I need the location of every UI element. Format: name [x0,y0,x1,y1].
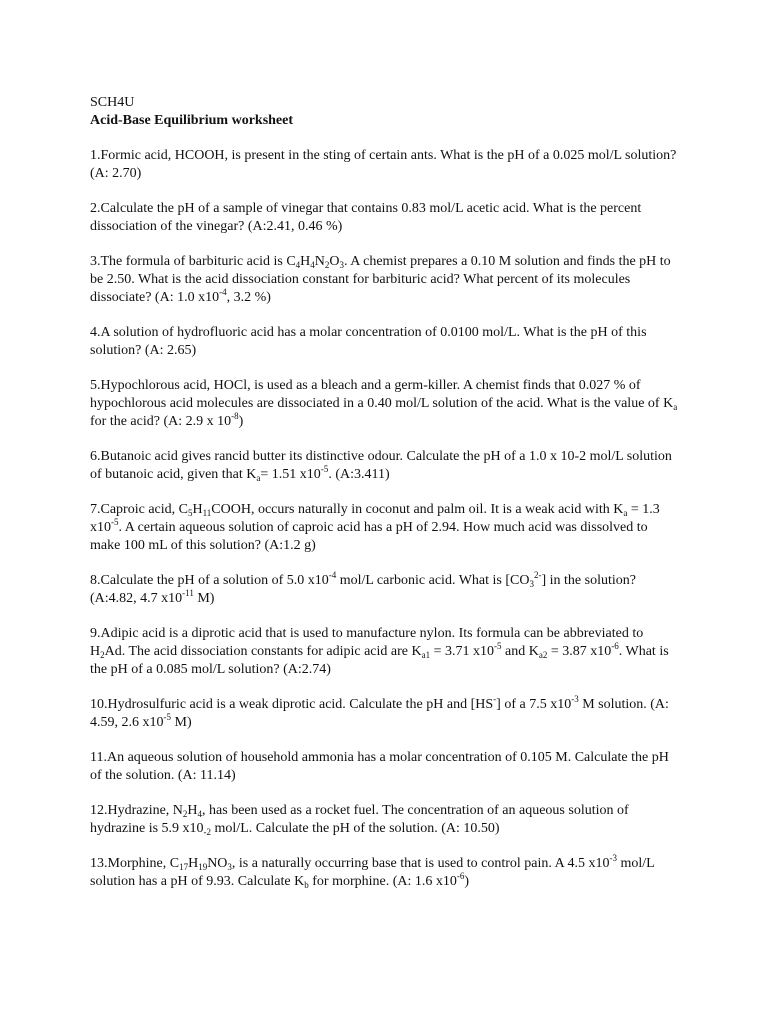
subscript: 11 [202,508,212,518]
question-text: H [188,856,199,871]
subscript: a2 [538,650,548,660]
subscript: 3 [529,579,534,589]
question-text: 5.Hypochlorous acid, HOCl, is used as a bleach and a germ-killer. A chemist finds that 0.027 % of hypochlorous acid molecules are dissociated in a 0.40 mol/L solution of the acid. What is the value of K [90,378,674,411]
question-text: 6.Butanoic acid gives rancid butter its distinctive odour. Calculate the pH of a 1.0 x 10-2 mol/L solution of butanoic acid, given that K [90,449,672,482]
question-text: . A chemist prepares a 0.10 M solution and finds the pH to be 2.50. What is the acid dissociation constant for barbituric acid? What percent of its molecules dissociate? (A: 1.0 x10 [90,254,671,305]
subscript: 5 [187,508,193,518]
question-text: 7.Caproic acid, C [90,502,188,517]
superscript: -6 [456,871,465,881]
question-text: 9.Adipic acid is a diprotic acid that is used to manufacture nylon. Its formula can be abbreviated to H [90,626,644,659]
subscript: 3 [339,260,345,270]
question-9 [90,625,680,679]
question-text: ] in the solution? (A:4.82, 4.7 x10 [90,573,636,606]
question-text: H [187,803,198,818]
subscript: a [256,473,261,483]
question-text: = 3.71 x10 [430,644,495,659]
question-text: Ad. The acid dissociation constants for adipic acid are K [104,644,422,659]
subscript: a1 [421,650,431,660]
subscript: 19 [198,862,208,872]
question-13 [90,855,680,891]
question-text: O [329,254,340,269]
question-text: NO [207,856,228,871]
question-text: for morphine. (A: 1.6 x10 [308,874,457,889]
superscript: -5 [163,712,171,722]
question-text: mol/L. Calculate the pH of the solution. (A: 10.50) [211,821,500,836]
subscript: 4 [197,809,203,819]
worksheet-page [90,94,680,908]
course-code: SCH4U [90,95,135,110]
question-text: ) [464,874,470,889]
question-text: and K [501,644,539,659]
subscript: 17 [179,862,189,872]
question-3 [90,253,680,307]
question-text: COOH, occurs naturally in coconut and palm oil. It is a weak acid with K [211,502,624,517]
superscript: -6 [611,641,619,651]
question-2 [90,200,680,236]
superscript: -5 [494,641,502,651]
question-text: 3.The formula of barbituric acid is C [90,254,296,269]
question-text: H [300,254,311,269]
question-text: 11.An aqueous solution of household ammonia has a molar concentration of 0.105 M. Calculate the pH of the solution. (A: 11.14) [90,750,669,783]
worksheet-title: Acid-Base Equilibrium worksheet [90,113,294,128]
question-text: . (A:3.411) [328,467,390,482]
subscript: 4 [295,260,301,270]
question-text: , 3.2 %) [226,290,271,305]
question-8 [90,572,680,608]
question-text: ] of a 7.5 x10 [496,697,572,712]
question-text: mol/L carbonic acid. What is [CO [336,573,530,588]
question-text: M) [171,715,192,730]
question-text: 8.Calculate the pH of a solution of 5.0 x10 [90,573,329,588]
question-text: 12.Hydrazine, N [90,803,183,818]
subscript: 2 [324,260,330,270]
question-text: 10.Hydrosulfuric acid is a weak diprotic acid. Calculate the pH and [HS [90,697,494,712]
question-text: = 3.87 x10 [547,644,612,659]
question-10 [90,696,680,732]
question-text: mol/L solution has a pH of 9.93. Calculate K [90,856,655,889]
question-text: M solution. (A: 4.59, 2.6 x10 [90,697,669,730]
question-text: ) [238,414,244,429]
question-text: = 1.3 x10 [90,502,660,535]
superscript: -4 [219,287,227,297]
question-text: M) [193,591,215,606]
subscript: 2 [100,650,105,660]
subscript: -2 [203,827,212,837]
superscript: -11 [182,588,194,598]
question-text: 2.Calculate the pH of a sample of vinegar that contains 0.83 mol/L acetic acid. What is the percent dissociation of the vinegar? (A:2.41, 0.46 %) [90,201,642,234]
question-text: . A certain aqueous solution of caproic acid has a pH of 2.94. How much acid was dissolved to make 100 mL of this solution? (A:1.2 g) [90,520,648,553]
question-text: . What is the pH of a 0.085 mol/L solution? (A:2.74) [90,644,669,677]
superscript: -5 [320,464,329,474]
question-11 [90,749,680,785]
question-text: 1.Formic acid, HCOOH, is present in the sting of certain ants. What is the pH of a 0.025 mol/L solution? (A: 2.70) [90,148,677,181]
question-text: 4.A solution of hydrofluoric acid has a molar concentration of 0.0100 mol/L. What is the pH of this solution? (A: 2.65) [90,325,647,358]
question-1 [90,147,680,183]
superscript: -8 [231,411,239,421]
question-4 [90,324,680,360]
question-text: 13.Morphine, C [90,856,180,871]
subscript: a [673,402,678,412]
question-text: N [314,254,325,269]
superscript: 2- [533,570,542,580]
subscript: 2 [182,809,188,819]
subscript: 4 [310,260,315,270]
question-text: , has been used as a rocket fuel. The concentration of an aqueous solution of hydrazine is 5.9 x10 [90,803,629,836]
question-7 [90,501,680,555]
superscript: -3 [571,694,579,704]
question-6 [90,448,680,484]
subscript: a [623,508,628,518]
superscript: - [493,694,497,704]
superscript: -3 [609,853,617,863]
question-text: = 1.51 x10 [260,467,321,482]
superscript: -4 [328,570,337,580]
question-text: , is a naturally occurring base that is used to control pain. A 4.5 x10 [231,856,610,871]
question-5 [90,377,680,431]
question-text: H [192,502,203,517]
question-text: for the acid? (A: 2.9 x 10 [90,414,232,429]
superscript: -5 [111,517,119,527]
question-12 [90,802,680,838]
subscript: b [304,880,309,890]
subscript: 3 [227,862,232,872]
